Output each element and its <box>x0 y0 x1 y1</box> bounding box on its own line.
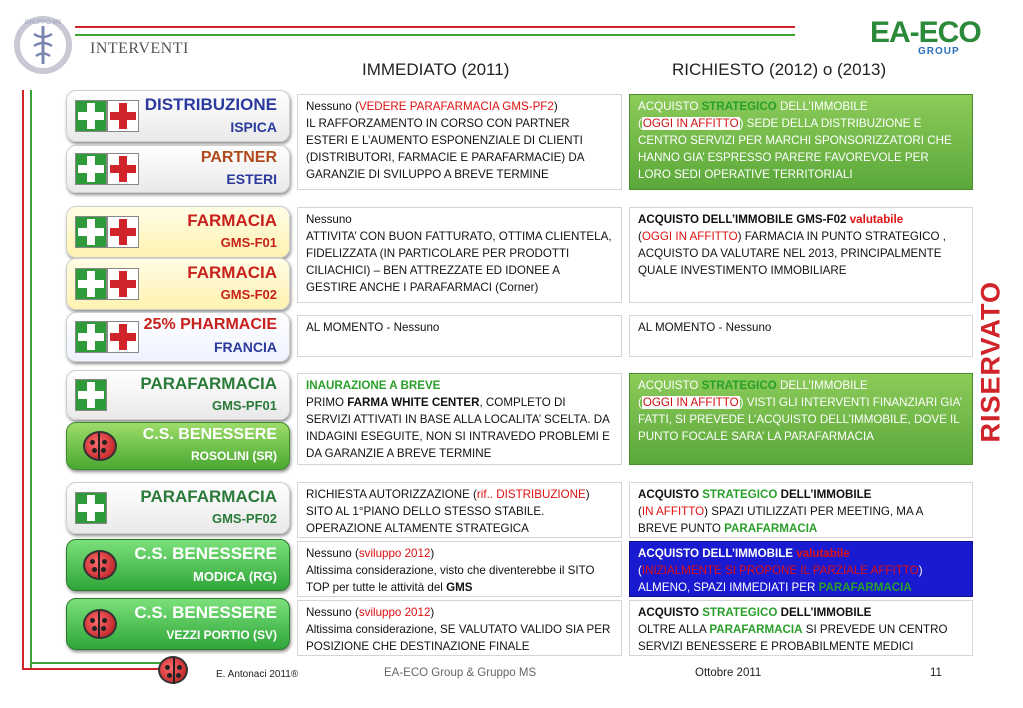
red-cross-icon <box>107 100 139 132</box>
footer-org: EA-ECO Group & Gruppo MS <box>384 667 537 679</box>
footer-date: Ottobre 2011 <box>695 667 762 679</box>
bottom-red-rule <box>22 668 172 670</box>
label-sub: ROSOLINI (SR) <box>191 449 277 463</box>
green-cross-icon <box>75 100 107 132</box>
column-header-requested: RICHIESTO (2012) o (2013) <box>672 60 887 79</box>
label-sub: VEZZI PORTIO (SV) <box>166 628 277 642</box>
column-header-immediate: IMMEDIATO (2011) <box>362 60 510 79</box>
label-main: C.S. BENESSERE <box>134 603 277 622</box>
label-farmacia-f02 <box>66 258 290 310</box>
requested-pharmacie: AL MOMENTO - Nessuno <box>629 315 973 357</box>
label-sub: GMS-F02 <box>220 287 277 302</box>
label-farmacia-f01 <box>66 206 290 258</box>
side-green-rule <box>30 90 32 670</box>
riservato-stamp: RISERVATO <box>975 280 1006 443</box>
ea-eco-logo-group: GROUP <box>918 46 960 57</box>
label-sub: FRANCIA <box>214 339 277 355</box>
label-main: 25% PHARMACIE <box>143 316 277 333</box>
ladybug-icon <box>83 550 117 580</box>
green-cross-icon <box>75 216 107 248</box>
label-main: FARMACIA <box>187 263 277 282</box>
green-cross-icon <box>75 321 107 353</box>
green-cross-icon <box>75 492 107 524</box>
red-cross-icon <box>107 268 139 300</box>
red-cross-icon <box>107 216 139 248</box>
immediate-parafarmacia-pf02: RICHIESTA AUTORIZZAZIONE (rif.. DISTRIBUZIONE) SITO AL 1°PIANO DELLO STESSO STABILE. OPERAZIONE ALTAMENTE STRATEGICA <box>297 482 622 538</box>
green-cross-icon <box>75 268 107 300</box>
requested-distribuzione: ACQUISTO STRATEGICO DELL’IMMOBILE (OGGI IN AFFITTO) SEDE DELLA DISTRIBUZIONE E CENTRO SERVIZI PER MARCHI SPONSORIZZATORI CHE HANNO GIA’ ESPRESSO PARERE FAVOREVOLE PER LORO SEDI OPERATIVE TERRITORIALI <box>629 94 973 190</box>
label-sub: GMS-PF01 <box>211 398 277 413</box>
label-benessere-vezzi <box>66 598 290 650</box>
label-sub: GMS-F01 <box>220 235 277 250</box>
red-cross-icon <box>107 153 139 185</box>
requested-parafarmacia-pf02: ACQUISTO STRATEGICO DELL’IMMOBILE (IN AFFITTO) SPAZI UTILIZZATI PER MEETING, MA A BREVE PUNTO PARAFARMACIA <box>629 482 973 538</box>
label-parafarmacia-pf02 <box>66 482 290 534</box>
label-sub: MODICA (RG) <box>192 569 277 584</box>
ladybug-icon <box>83 431 117 461</box>
label-main: PARTNER <box>200 149 277 166</box>
immediate-benessere-vezzi: Nessuno (sviluppo 2012) Altissima considerazione, SE VALUTATO VALIDO SIA PER POSIZIONE CHE DESTINAZIONE FINALE <box>297 600 622 656</box>
label-partner <box>66 145 290 193</box>
label-distribuzione <box>66 90 290 142</box>
label-main: FARMACIA <box>187 211 277 230</box>
label-benessere-rosolini <box>66 422 290 470</box>
label-pharmacie-francia <box>66 312 290 362</box>
green-cross-icon <box>75 153 107 185</box>
label-parafarmacia-pf01 <box>66 370 290 420</box>
gruppo-ms-logo <box>14 16 72 74</box>
label-main: C.S. BENESSERE <box>142 426 277 443</box>
immediate-parafarmacia-pf01: INAURAZIONE A BREVE PRIMO FARMA WHITE CENTER, COMPLETO DI SERVIZI ATTIVATI IN BASE ALLA LOCALITA’ SCELTA. DA INDAGINI ESEGUITE, NON SI INTRAVEDO PROBLEMI E DA GARANZIE A BREVE TERMINE <box>297 373 622 465</box>
red-cross-icon <box>107 321 139 353</box>
top-red-rule <box>75 26 795 28</box>
logo-ms-text: GRUPPO MS <box>24 20 62 26</box>
immediate-distribuzione: Nessuno (VEDERE PARAFARMACIA GMS-PF2) IL RAFFORZAMENTO IN CORSO CON PARTNER ESTERI E L’AUMENTO ESPONENZIALE DI CLIENTI (DISTRIBUTORI, FARMACIE E PARAFARMACIE) DA GARANZIE DI SVILUPPO A BREVE TERMINE <box>297 94 622 190</box>
footer-ladybug-icon <box>158 656 188 684</box>
label-sub: ISPICA <box>230 119 277 135</box>
label-sub: ESTERI <box>226 171 277 187</box>
ladybug-icon <box>83 609 117 639</box>
label-main: PARAFARMACIA <box>140 487 277 506</box>
section-title: INTERVENTI <box>90 40 189 57</box>
immediate-farmacia: Nessuno ATTIVITA’ CON BUON FATTURATO, OTTIMA CLIENTELA, FIDELIZZATA (IN PARTICOLARE PER PRODOTTI CILIACHICI) – BEN ATTREZZATE ED IDONEE A GESTIRE ANCHE I PARAFARMACI (Corner) <box>297 207 622 303</box>
bottom-green-rule <box>30 662 180 664</box>
top-green-rule <box>75 34 795 36</box>
footer-page-number: 11 <box>930 667 942 679</box>
immediate-benessere-modica: Nessuno (sviluppo 2012) Altissima considerazione, visto che diventerebbe il SITO TOP per tutte le attività del GMS <box>297 541 622 597</box>
requested-benessere-modica: ACQUISTO DELL’IMMOBILE valutabile (INIZIALMENTE SI PROPONE IL PARZIALE AFFITTO) ALMENO, SPAZI IMMEDIATI PER PARAFARMACIA <box>629 541 973 597</box>
side-red-rule <box>22 90 24 670</box>
label-main: PARAFARMACIA <box>140 374 277 393</box>
requested-parafarmacia-pf01: ACQUISTO STRATEGICO DELL’IMMOBILE (OGGI IN AFFITTO) VISTI GLI INTERVENTI FINANZIARI GIA’ FATTI, SI PREVEDE L’ACQUISTO DELL’IMMOBILE, DOVE IL PUNTO FOCALE SARA’ LA PARAFARMACIA <box>629 373 973 465</box>
footer-author: E. Antonaci 2011® <box>216 669 299 680</box>
requested-farmacia: ACQUISTO DELL’IMMOBILE GMS-F02 valutabile (OGGI IN AFFITTO) FARMACIA IN PUNTO STRATEGICO , ACQUISTO DA VALUTARE NEL 2013, PRINCIPALMENTE QUALE INVESTIMENTO IMMOBILIARE <box>629 207 973 303</box>
immediate-pharmacie: AL MOMENTO - Nessuno <box>297 315 622 357</box>
label-main: C.S. BENESSERE <box>134 544 277 563</box>
requested-benessere-vezzi: ACQUISTO STRATEGICO DELL’IMMOBILE OLTRE ALLA PARAFARMACIA SI PREVEDE UN CENTRO SERVIZI BENESSERE E PROBABILMENTE MEDICI <box>629 600 973 656</box>
ea-eco-logo: EA-ECO <box>870 16 981 49</box>
label-main: DISTRIBUZIONE <box>144 95 277 114</box>
label-benessere-modica <box>66 539 290 591</box>
label-sub: GMS-PF02 <box>211 511 277 526</box>
green-cross-icon <box>75 379 107 411</box>
